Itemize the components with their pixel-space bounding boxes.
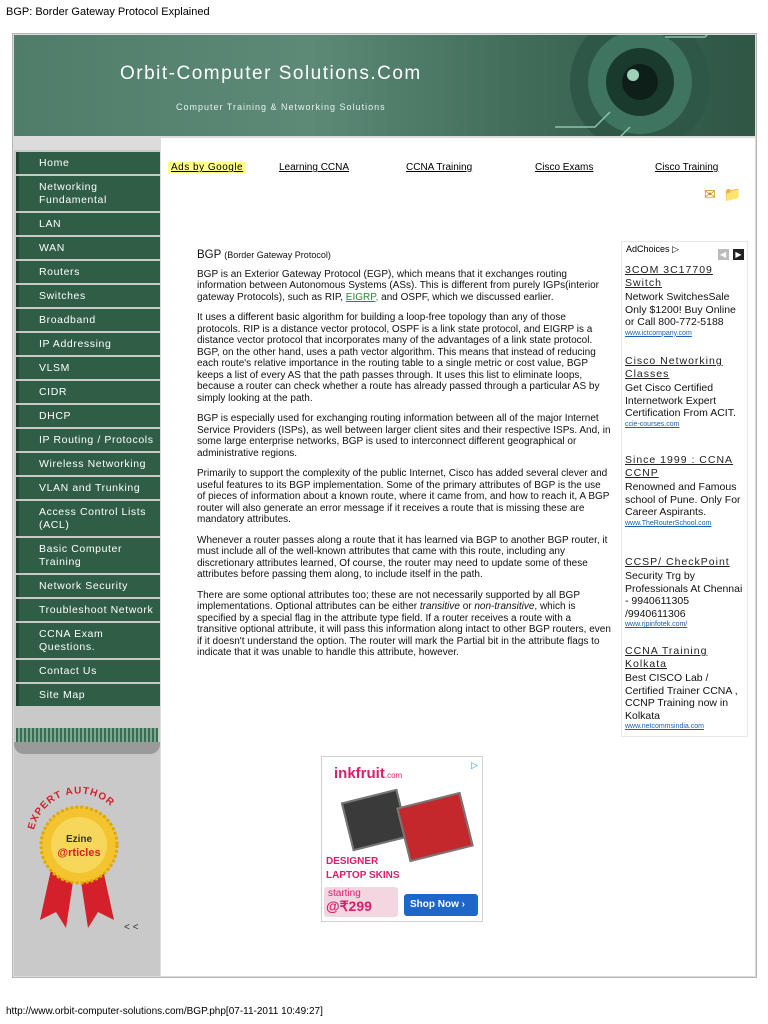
print-header: BGP: Border Gateway Protocol Explained [6, 6, 210, 18]
ads-by-google-label[interactable]: Ads by Google [168, 162, 246, 173]
sidebar-ad[interactable] [625, 264, 747, 337]
sidebar-item-dhcp[interactable] [16, 405, 160, 427]
article-paragraph: BGP is especially used for exchanging routing information between all of the major Internet Service Providers (ISPs), as well between larger client sites and their respective ISPs. And, in some large enterprise networks, BGP is used to interconnect different geographical or administrative regions. [197, 413, 611, 459]
sidebar-ad[interactable] [625, 645, 747, 730]
sidebar-item-label: IP Addressing [39, 337, 112, 350]
page-tools [704, 186, 741, 203]
sidebar-item-label: DHCP [39, 409, 72, 422]
sidebar-item-networking-fundamental[interactable] [16, 176, 160, 211]
ad-info-icon[interactable]: ▷ [471, 760, 478, 770]
ad-title[interactable]: CCNA Training Kolkata [625, 645, 708, 670]
sidebar-ad[interactable] [625, 556, 747, 628]
sidebar-item-label: VLSM [39, 361, 70, 374]
sidebar-item-label: Fundamental [39, 193, 107, 206]
ad-link-learning-ccna[interactable]: Learning CCNA [279, 162, 350, 173]
eye-circuit-graphic [555, 35, 725, 136]
price-badge: starting @₹299 [324, 887, 398, 917]
sidebar-item-label: Contact Us [39, 664, 97, 677]
email-page-icon[interactable]: ✉ [704, 186, 716, 202]
ad-tagline: DESIGNER LAPTOP SKINS [326, 856, 400, 881]
sidebar-item-network-security[interactable] [16, 575, 160, 597]
sidebar-item-vlsm[interactable] [16, 357, 160, 379]
sidebar-item-label: IP Routing / Protocols [39, 433, 154, 446]
ad-link-cisco-exams[interactable]: Cisco Exams [535, 162, 594, 173]
site-banner [14, 35, 755, 136]
ad-body: Renowned and Famous school of Pune. Only For Career Aspirants. [625, 481, 741, 518]
adchoices-icon: ▷ [672, 244, 679, 254]
sidebar-item-routers[interactable] [16, 261, 160, 283]
ad-title[interactable]: Since 1999 : CCNA CCNP [625, 454, 734, 479]
sidebar-item-ip-addressing[interactable] [16, 333, 160, 355]
ad-link-ccna-training[interactable]: CCNA Training [406, 162, 473, 173]
shop-now-button[interactable]: Shop Now › [404, 894, 478, 916]
sidebar-item-label: Routers [39, 265, 80, 278]
article-paragraph: Whenever a router passes along a route that it has learned via BGP to another BGP router, it must include all of the well-known attributes that came with this route, including any discretionary attributes learned, Of course, the router may need to update some of these attributes before passing them along, to include itself in the path. [197, 534, 608, 580]
sidebar-item-label: Networking [39, 180, 98, 193]
ad-title[interactable]: 3COM 3C17709 Switch [625, 264, 713, 289]
adchoices-label[interactable]: AdChoices ▷ [626, 244, 679, 254]
sidebar-item-vlan-and-trunking[interactable] [16, 477, 160, 499]
sidebar-item-label: Site Map [39, 688, 86, 701]
sidebar-item-label: Switches [39, 289, 86, 302]
ezine-logo-line2: @rticles [57, 847, 101, 859]
sidebar-item-label: Training [39, 555, 82, 568]
sidebar-item-label: Troubleshoot Network [39, 603, 154, 616]
article-paragraph: It uses a different basic algorithm for building a loop-free topology than any of those protocols. RIP is a distance vector protocol, OSPF is a link state protocol, and EIGRP is a distance vector protocol that incorporates many of the advantages of a link state protocol. BGP, on the other hand, uses a path vector algorithm. This means that instead of reducing each route's relative importance in the routing table to a single metric or cost value, BGP keeps a list of every AS that the path passes through. It uses this list to eliminate loops, because a router can check whether a route has already passed through a particular AS by simply looking at the path. [197, 312, 600, 404]
ad-url[interactable]: www.TheRouterSchool.com [625, 519, 712, 527]
sidebar-item-label: Questions. [39, 640, 96, 653]
sidebar-item-label: Broadband [39, 313, 96, 326]
sidebar-item-switches[interactable] [16, 285, 160, 307]
sidebar-item-troubleshoot-network[interactable] [16, 599, 160, 621]
sidebar-nav [14, 152, 160, 708]
article [197, 250, 611, 668]
ad-pager [718, 244, 744, 262]
arrow-circle-icon: › [461, 899, 466, 910]
sidebar-item-lan[interactable] [16, 213, 160, 235]
nav-bottom-cap [14, 742, 160, 754]
ad-title[interactable]: Cisco Networking Classes [625, 355, 723, 380]
bookmark-folder-icon[interactable]: 📁 [723, 186, 742, 202]
sidebar-ad[interactable] [625, 355, 747, 428]
sidebar-item-cidr[interactable] [16, 381, 160, 403]
sidebar-item-label: VLAN and Trunking [39, 481, 141, 494]
sidebar-item-label: CCNA Exam [39, 627, 104, 640]
site-tagline: Computer Training & Networking Solutions [176, 102, 386, 112]
sidebar-item-wan[interactable] [16, 237, 160, 259]
eigrp-link[interactable]: EIGRP, [345, 291, 379, 303]
ezine-logo-line1: Ezine [65, 834, 93, 845]
sidebar-ad-box [621, 241, 748, 737]
ad-body: Best CISCO Lab / Certified Trainer CCNA , CCNP Training now in Kolkata [625, 672, 738, 722]
sidebar-item-access-control-lists-acl[interactable] [16, 501, 160, 536]
article-paragraph: There are some optional attributes too; these are not necessarily supported by all BGP implementations. Optional attributes can be either transitive or non-transitive, which is specified by a special flag in the attribute type field. If a router receives a route with a transitive optional attribute, it will pass this information along intact to other BGP routers, even if it doesn't understand the option. The router will mark the Partial bit in the attribute flags to indicate that it was unable to handle this attribute, however. [197, 589, 611, 658]
sidebar-item-label: Home [39, 156, 70, 169]
print-footer: http://www.orbit-computer-solutions.com/BGP.php[07-11-2011 10:49:27] [6, 1006, 323, 1017]
sidebar-item-label: LAN [39, 217, 62, 230]
sidebar-item-site-map[interactable] [16, 684, 160, 706]
sidebar-item-label: Network Security [39, 579, 128, 592]
site-title: Orbit-Computer Solutions.Com [120, 63, 422, 84]
ad-link-bar [168, 162, 750, 176]
sidebar-item-wireless-networking[interactable] [16, 453, 160, 475]
inkfruit-logo: inkfruit.com [334, 765, 403, 782]
sidebar-item-broadband[interactable] [16, 309, 160, 331]
sidebar-item-basic-computer-training[interactable] [16, 538, 160, 573]
inkfruit-banner-ad[interactable] [321, 756, 483, 922]
back-link[interactable]: < < [124, 922, 139, 933]
article-subtitle: (Border Gateway Protocol) [224, 250, 331, 260]
sidebar-item-label: Wireless Networking [39, 457, 147, 470]
sidebar-item-label: Access Control Lists [39, 505, 147, 518]
expert-author-ribbon-icon [22, 770, 132, 930]
ad-url[interactable]: ccie-courses.com [625, 420, 680, 428]
nav-grill-decoration [16, 728, 158, 742]
sidebar-item-ccna-exam-questions[interactable] [16, 623, 160, 658]
article-paragraph: Primarily to support the complexity of the public Internet, Cisco has added several clever and useful features to its BGP implementation. Some of the primary attributes of BGP is the use of pieces of information about a known route, where it came from, and how to reach it, A BGP router will also generate an error message if it receives a route that is missing these are mandatory attributes. [197, 468, 610, 525]
sidebar-item-home[interactable] [16, 152, 160, 174]
sidebar-item-ip-routing-protocols[interactable] [16, 429, 160, 451]
sidebar-item-label: WAN [39, 241, 65, 254]
article-paragraph: BGP is an Exterior Gateway Protocol (EGP), which means that it exchanges routing information between Autonomous Systems (ASs). This is different from purely IGPs(interior gateway Protocols), such as RIP, EIGRP, and OSPF, which we discussed earlier. [197, 268, 600, 303]
article-title: BGP (Border Gateway Protocol) [197, 249, 331, 261]
sidebar-ad[interactable] [625, 454, 747, 527]
ad-url[interactable]: www.rjpinfotek.com/ [625, 621, 688, 628]
ad-url[interactable]: www.ictcompany.com [625, 329, 692, 337]
sidebar-item-contact-us[interactable] [16, 660, 160, 682]
sidebar-item-label: Basic Computer [39, 542, 123, 555]
ezine-expert-author-badge[interactable] [22, 770, 132, 930]
laptop-skin-image-2 [396, 792, 474, 862]
ad-body: Security Trg by Professionals At Chennai - 9940611305 /9940611306 [625, 570, 743, 620]
ad-body: Get Cisco Certified Internetwork Expert Certification From ACIT. [625, 382, 736, 419]
ad-link-cisco-training[interactable]: Cisco Training [655, 162, 719, 173]
ad-body: Network SwitchesSale Only $1200! Buy Online or Call 800-772-5188 [625, 291, 736, 328]
ad-prev-icon[interactable]: ◀ [718, 249, 729, 260]
ad-title[interactable]: CCSP/ CheckPoint [625, 556, 730, 568]
sidebar-item-label: (ACL) [39, 518, 70, 531]
ribbon-text: EXPERT AUTHOR [26, 785, 117, 831]
sidebar-item-label: CIDR [39, 385, 68, 398]
ad-url[interactable]: www.netcommsindia.com [625, 723, 704, 730]
ad-next-icon[interactable]: ▶ [733, 249, 744, 260]
